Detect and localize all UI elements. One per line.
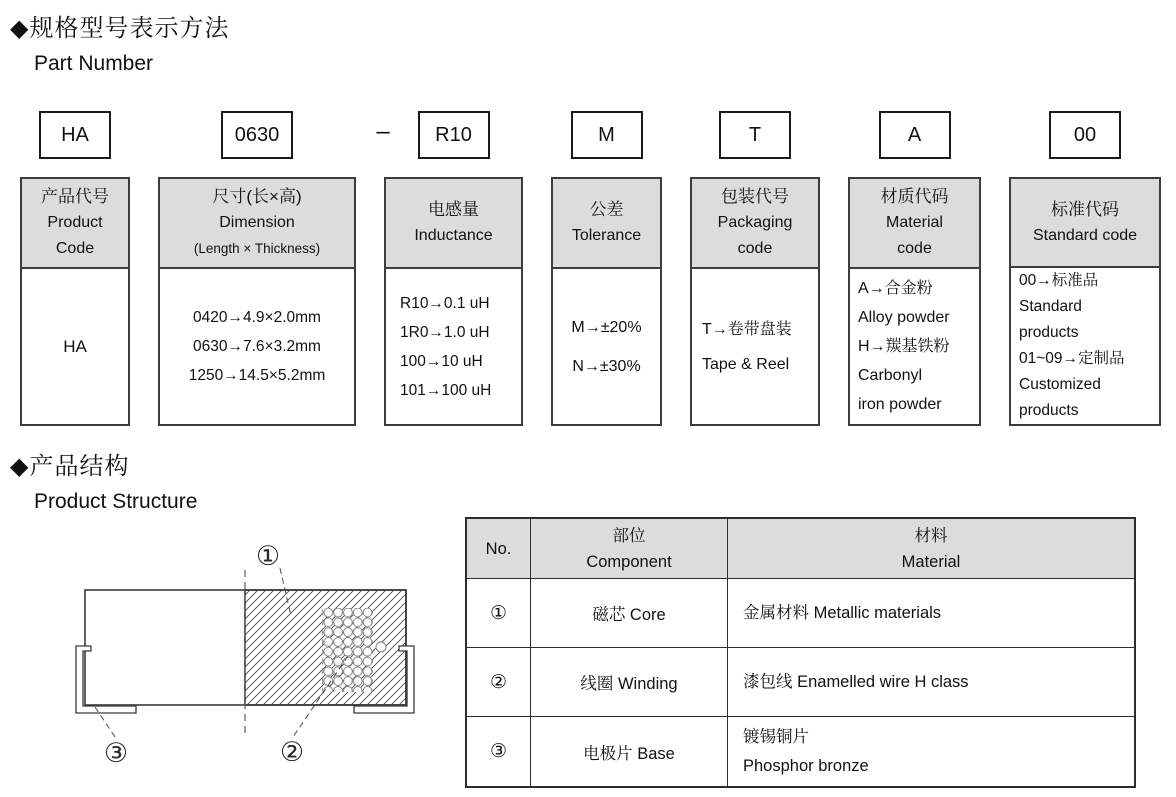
table-row-component: 电极片 Base — [530, 716, 727, 786]
pn-box-cell — [384, 111, 523, 159]
pn-box-packaging: T — [719, 111, 791, 159]
pn-column-header: 产品代号 Product Code — [22, 179, 128, 269]
pn-box-product-code: HA — [39, 111, 111, 159]
part-number-title-en: Part Number — [34, 52, 154, 75]
part-number-legend — [20, 177, 1161, 426]
pn-column-header: 标准代码 Standard code — [1011, 179, 1159, 268]
pn-column-header: 材质代码 Material code — [850, 179, 979, 269]
pn-column-header: 电感量 Inductance — [386, 179, 521, 269]
table-row-material: 镀锡铜片 Phosphor bronze — [727, 716, 1134, 786]
pn-column-body: 0420→4.9×2.0mm 0630→7.6×3.2mm 1250→14.5×5.2mm — [188, 309, 326, 384]
winding-circles — [322, 608, 373, 692]
pn-box-cell — [551, 111, 662, 159]
pn-column-standard — [1009, 177, 1161, 426]
pn-box-inductance: R10 — [418, 111, 490, 159]
structure-section-title — [10, 446, 197, 514]
pn-box-cell — [1009, 111, 1161, 159]
table-header-no: No. — [467, 519, 530, 578]
pn-box-tolerance: M — [571, 111, 643, 159]
table-header-component: 部位 Component — [530, 519, 727, 578]
pn-column-body: T→卷带盘装 Tape & Reel — [702, 320, 792, 373]
table-header-material: 材料 Material — [727, 519, 1134, 578]
electrode-right-tab — [376, 642, 386, 652]
pn-column-header: 尺寸(长×高) Dimension (Length × Thickness) — [160, 179, 354, 269]
structure-title-zh: ◆产品结构 — [10, 453, 130, 480]
part-number-boxes-row — [20, 111, 1161, 159]
table-row-material: 金属材料 Metallic materials — [727, 578, 1134, 647]
pn-column-body: 00→标准品 Standard products 01~09→定制品 Customized products — [1019, 272, 1125, 419]
pn-column-tolerance — [551, 177, 662, 426]
structure-title-en: Product Structure — [34, 490, 198, 513]
part-number-title-zh: ◆规格型号表示方法 — [10, 15, 230, 42]
table-row-material: 漆包线 Enamelled wire H class — [727, 647, 1134, 716]
part-number-separator: – — [376, 118, 390, 145]
diagram-label-3: ③ — [103, 738, 129, 768]
pn-column-header: 包装代号 Packaging code — [692, 179, 818, 269]
pn-box-cell — [848, 111, 981, 159]
pn-column-body: M→±20% N→±30% — [571, 318, 642, 375]
table-row-no: ② — [467, 647, 530, 716]
structure-table — [465, 517, 1136, 788]
pn-column-product-code — [20, 177, 130, 426]
pn-column-material — [848, 177, 981, 426]
part-number-section-title — [10, 8, 229, 76]
pn-box-cell — [158, 111, 356, 159]
table-row-component: 线圈 Winding — [530, 647, 727, 716]
pn-column-body: HA — [63, 336, 87, 356]
table-row-no: ③ — [467, 716, 530, 786]
pn-box-cell — [690, 111, 820, 159]
table-row-no: ① — [467, 578, 530, 647]
pn-box-material: A — [879, 111, 951, 159]
product-structure-diagram — [60, 528, 445, 794]
table-row-component: 磁芯 Core — [530, 578, 727, 647]
pn-box-cell — [20, 111, 130, 159]
pn-column-body: A→合金粉 Alloy powder H→羰基铁粉 Carbonyl iron powder — [858, 280, 950, 413]
pn-column-dimension — [158, 177, 356, 426]
pn-box-dimension: 0630 — [221, 111, 293, 159]
pn-column-packaging — [690, 177, 820, 426]
pn-column-body: R10→0.1 uH 1R0→1.0 uH 100→10 uH 101→100 uH — [400, 294, 492, 399]
pn-column-inductance — [384, 177, 523, 426]
diagram-label-2: ② — [279, 737, 305, 767]
diagram-label-1: ① — [255, 541, 281, 571]
pn-column-header: 公差 Tolerance — [553, 179, 660, 269]
pn-box-standard: 00 — [1049, 111, 1121, 159]
